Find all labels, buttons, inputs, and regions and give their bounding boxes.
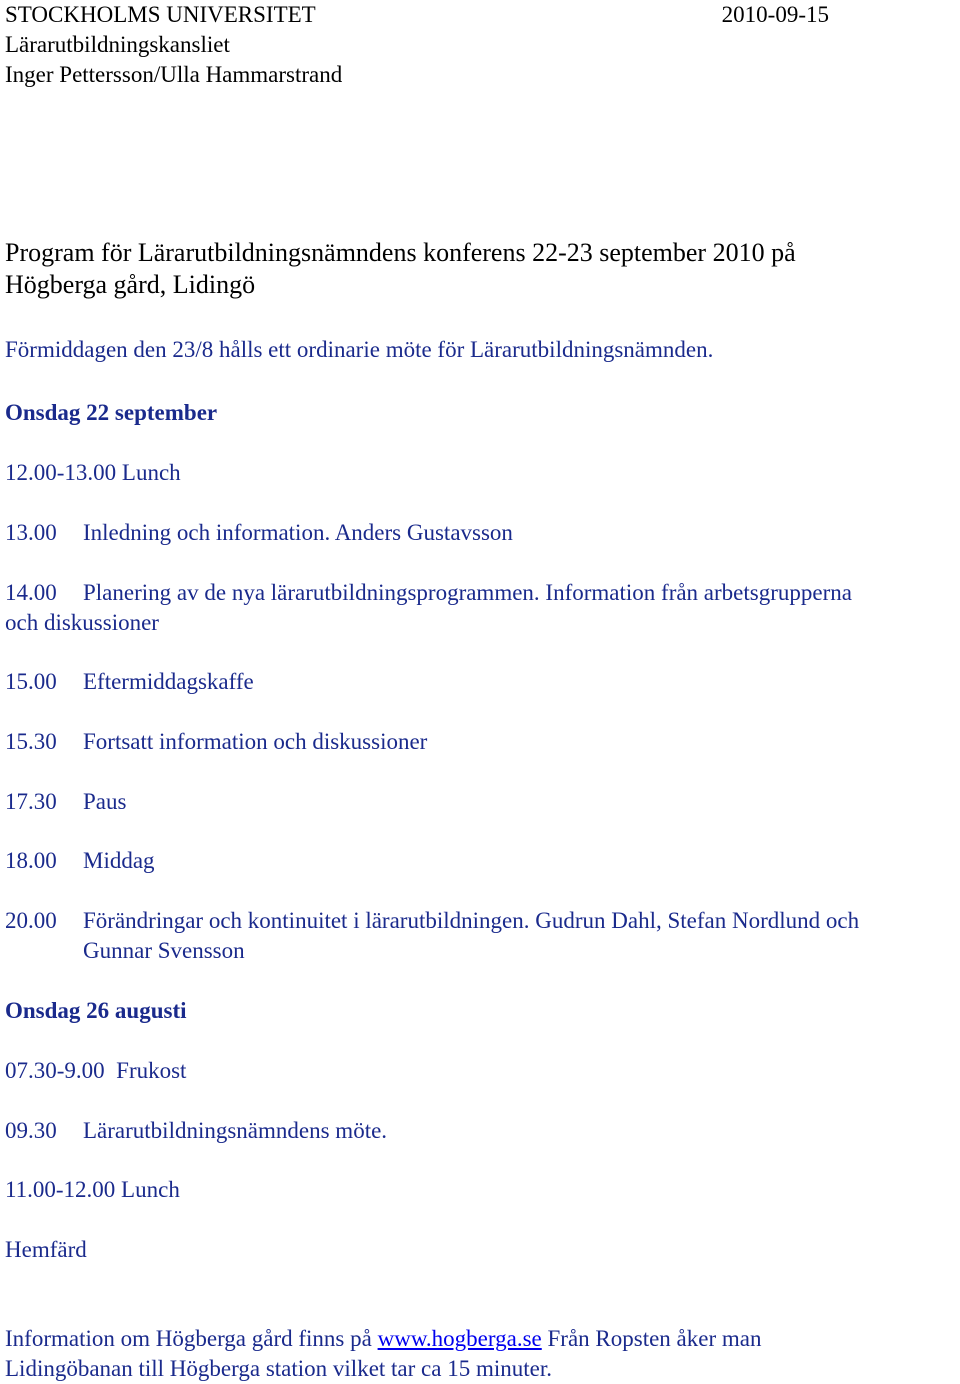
title-line-1: Program för Lärarutbildningsnämndens konferens 22-23 september 2010 på (5, 238, 796, 267)
footer-text: Information om Högberga gård finns på (5, 1326, 378, 1351)
schedule-item (5, 787, 960, 817)
item-text: Eftermiddagskaffe (83, 669, 254, 694)
document-date: 2010-09-15 (721, 2, 829, 27)
schedule-item (5, 1116, 960, 1146)
item-text: Förändringar och kontinuitet i lärarutbildningen. Gudrun Dahl, Stefan Nordlund och (83, 908, 860, 933)
day2-heading: Onsdag 26 augusti (5, 998, 187, 1023)
day2-lunch: 11.00-12.00 Lunch (5, 1177, 180, 1202)
title-line-2: Högberga gård, Lidingö (5, 270, 256, 299)
item-text: Lärarutbildningsnämndens möte. (83, 1118, 388, 1143)
item-time: 17.30 (5, 789, 57, 814)
day2-home: Hemfärd (5, 1237, 87, 1262)
item-time: 15.00 (5, 669, 57, 694)
item-text: Middag (83, 848, 155, 873)
schedule-item (5, 727, 960, 757)
schedule-item (5, 906, 960, 966)
item-time: 15.30 (5, 729, 57, 754)
item-text: Paus (83, 789, 127, 814)
item-time: 18.00 (5, 848, 57, 873)
footer-info (5, 1324, 761, 1384)
hogberga-link[interactable]: www.hogberga.se (377, 1326, 542, 1351)
schedule-item (5, 667, 960, 697)
item-time: 13.00 (5, 520, 57, 545)
institution-name: STOCKHOLMS UNIVERSITET (5, 2, 316, 27)
item-text: Planering av de nya lärarutbildningsprogrammen. Information från arbetsgrupperna (83, 580, 852, 605)
item-time: 20.00 (5, 908, 57, 933)
item-speaker: Anders Gustavsson (334, 520, 513, 545)
item-time: 14.00 (5, 580, 57, 605)
schedule-item (5, 518, 960, 548)
schedule-item (5, 578, 960, 638)
day2-breakfast: 07.30-9.00 Frukost (5, 1058, 187, 1083)
item-text: Inledning och information. (83, 520, 335, 545)
item-text-continued: och diskussioner (5, 610, 159, 635)
department-name: Lärarutbildningskansliet (5, 32, 230, 57)
day1-lunch: 12.00-13.00 Lunch (5, 460, 181, 485)
intro-text: Förmiddagen den 23/8 hålls ett ordinarie möte för Lärarutbildningsnämnden. (5, 337, 714, 362)
document-header (5, 0, 955, 90)
authors: Inger Pettersson/Ulla Hammarstrand (5, 62, 343, 87)
day1-heading: Onsdag 22 september (5, 400, 218, 425)
item-text: Fortsatt information och diskussioner (83, 729, 428, 754)
schedule-item (5, 846, 960, 876)
item-text-continued: Gunnar Svensson (83, 938, 245, 963)
item-time: 09.30 (5, 1118, 57, 1143)
document-title (5, 237, 950, 301)
footer-line-2: Lidingöbanan till Högberga station vilket tar ca 15 minuter. (5, 1356, 552, 1381)
footer-text-after: Från Ropsten åker man (541, 1326, 762, 1351)
